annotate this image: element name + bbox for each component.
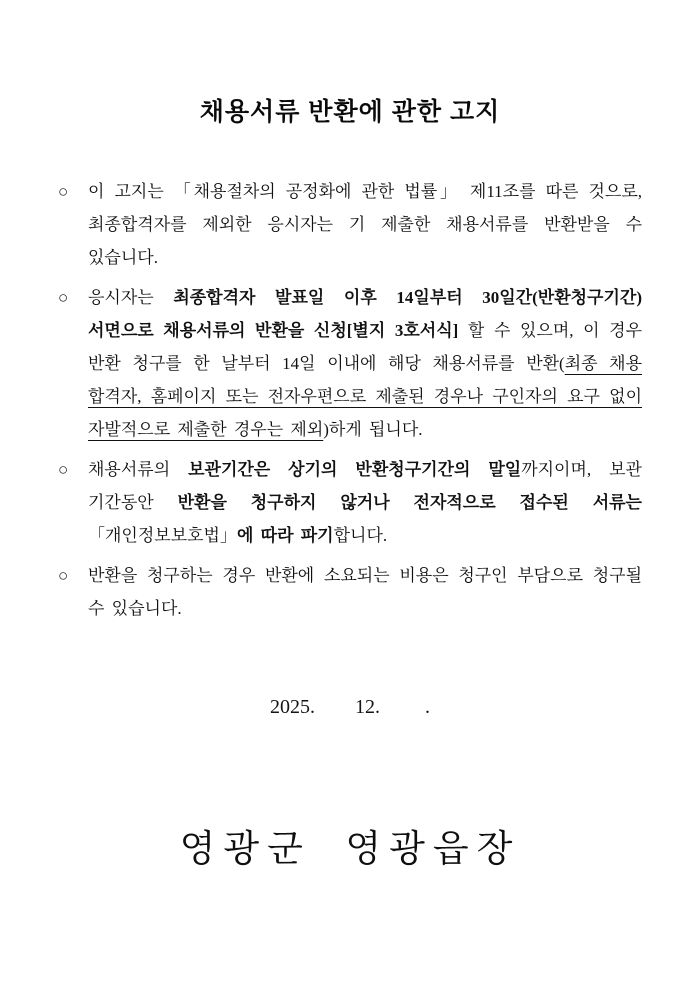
notice-paragraph bbox=[58, 281, 642, 446]
notice-paragraph bbox=[58, 175, 642, 274]
bullet-circle-icon: ○ bbox=[58, 566, 69, 585]
text-run: 반환을 청구하지 않거나 전자적으로 접수된 서류는 bbox=[177, 493, 642, 512]
signature-title: 영광군 영광읍장 bbox=[179, 829, 521, 870]
text-run: 응시자는 bbox=[88, 288, 174, 307]
text-run: 에 따라 파기 bbox=[236, 526, 334, 545]
text-run: 반환을 청구하는 경우 반환에 소요되는 비용은 청구인 부담으로 청구될 수 있습니다. bbox=[88, 566, 642, 618]
text-run: 최종합격자 발표일 이후 14일부터 30일간(반환청구기간) 서면으로 채용서류의 반환을 신청[별지 3호서식] bbox=[88, 288, 642, 340]
document-title: 채용서류 반환에 관한 고지 bbox=[199, 98, 501, 126]
text-run: )하게 됩니다. bbox=[323, 420, 423, 439]
notice-paragraphs bbox=[58, 175, 642, 625]
paragraph-text bbox=[88, 453, 642, 552]
paragraph-text bbox=[88, 175, 642, 274]
notice-paragraph bbox=[58, 453, 642, 552]
text-run: 할 수 있으며, 이 경우 반환 청구를 한 날부터 14일 이내에 해당 채용서류를 반환( bbox=[88, 321, 642, 373]
text-run: 합니다. bbox=[333, 526, 388, 545]
text-run: 이 고지는 「채용절차의 공정화에 관한 법률」 제11조를 따른 것으로, 최종합격자를 제외한 응시자는 기 제출한 채용서류를 반환받을 수 있습니다. bbox=[88, 182, 642, 267]
date-line: 2025. 12. . bbox=[270, 696, 430, 718]
bullet-circle-icon: ○ bbox=[58, 182, 69, 201]
notice-paragraph bbox=[58, 559, 642, 625]
text-run: 보관기간은 상기의 반환청구기간의 말일 bbox=[188, 460, 522, 479]
bullet-circle-icon: ○ bbox=[58, 288, 69, 307]
paragraph-text bbox=[88, 559, 642, 625]
text-run: 채용서류의 bbox=[88, 460, 189, 479]
text-run: 최종 채용 합격자, 홈페이지 또는 전자우편으로 제출된 경우나 구인자의 요구 없이 자발적으로 제출한 경우는 제외 bbox=[88, 354, 642, 439]
text-run: 까지이며, 보관 기간동안 bbox=[88, 460, 642, 512]
bullet-circle-icon: ○ bbox=[58, 460, 69, 479]
text-run: 「개인정보보호법」 bbox=[88, 526, 237, 545]
paragraph-text bbox=[88, 281, 642, 446]
